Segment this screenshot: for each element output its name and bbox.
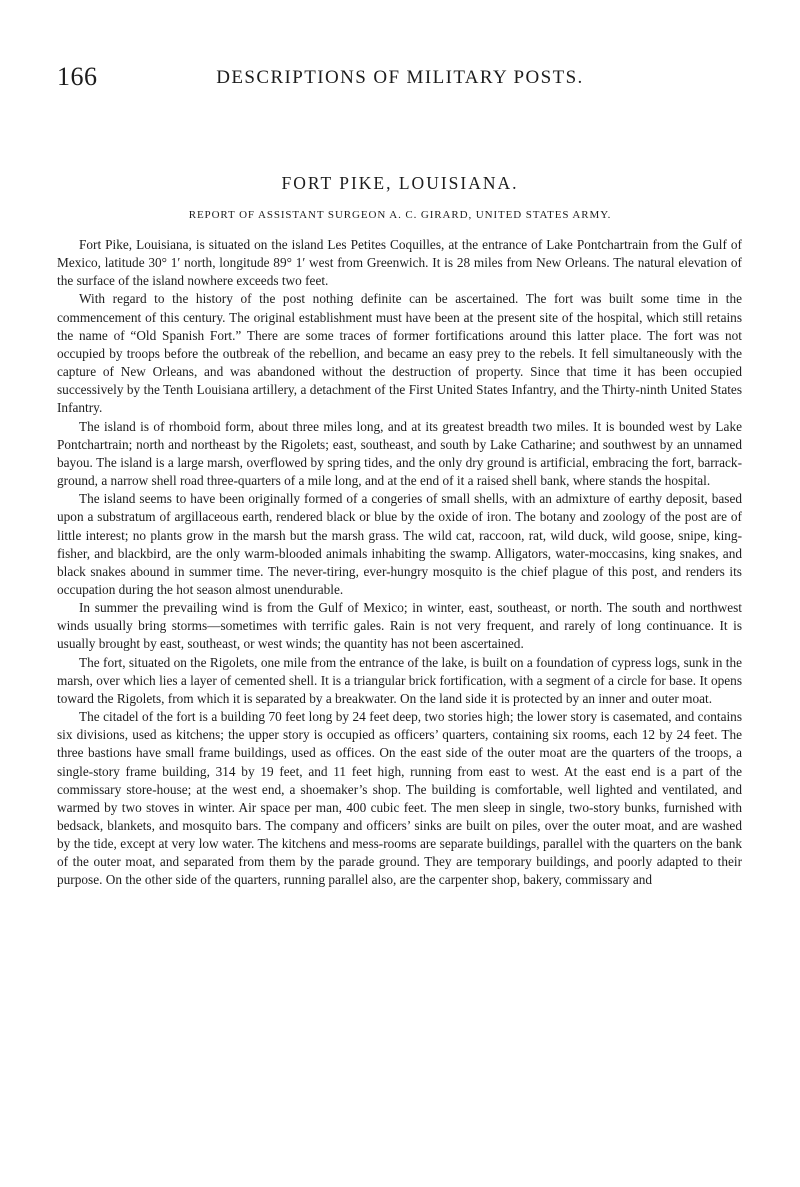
running-head [57,62,743,98]
paragraph-geology-fauna: The island seems to have been originally formed of a congeries of small shells, with an admixture of earthy deposit, based upon a substratum of argillaceous earth, rendered black or blue by the oxide of iron. The botany and zoology of the post are of little interest; no plants grow in the marsh but the marsh grass. The wild cat, raccoon, rat, wild duck, wild goose, snipe, king-fisher, and blackbird, are the only warm-blooded animals inhabiting the swamp. Alligators, water-moccasins, king snakes, and black snakes abound in summer time. The never-tiring, ever-hungry mosquito is the chief plague of this post, and renders its occupation during the hot season almost unendurable. [57,491,742,597]
page-number: 166 [57,62,98,91]
paragraph-location: Fort Pike, Louisiana, is situated on the island Les Petites Coquilles, at the entrance of Lake Pontchartrain from the Gulf of Mexico, latitude 30° 1′ north, longitude 89° 1′ west from Greenwich. It is 28 miles from New Orleans. The natural elevation of the surface of the island nowhere exceeds two feet. [57,237,742,289]
paragraph-history: With regard to the history of the post nothing definite can be ascertained. The fort was built some time in the commencement of this century. The original establishment must have been at the present site of the hospital, which still retains the name of “Old Spanish Fort.” There are some traces of former fortifications around this latter place. The fort was not occupied by troops before the outbreak of the rebellion, and became an easy prey to the rebels. It fell simultaneously with the capture of New Orleans, and was abandoned without the destruction of property. Since that time it has been occupied successively by the Tenth Louisiana artillery, a detachment of the First United States Infantry, and the Thirty-ninth United States Infantry. [57,291,742,416]
paragraph-island-form: The island is of rhomboid form, about three miles long, and at its greatest breadth two miles. It is bounded west by Lake Pontchartrain; north and northeast by the Rigolets; east, southeast, and south by Lake Catharine; and southwest by an unnamed bayou. The island is a large marsh, overflowed by spring tides, and the only dry ground is artificial, embracing the fort, barrack-ground, a narrow shell road three-quarters of a mile long, and at the end of it a raised shell bank, where stands the hospital. [57,418,742,489]
paragraph-climate: In summer the prevailing wind is from the Gulf of Mexico; in winter, east, southeast, or north. The south and northwest winds usually bring storms—sometimes with terrific gales. Rain is not very frequent, and rarely of long continuance. It is usually brought by east, southeast, or west winds; the quantity has not been ascertained. [57,600,742,652]
article-body [57,236,742,890]
running-title: DESCRIPTIONS OF MILITARY POSTS. [216,67,584,88]
report-byline: REPORT OF ASSISTANT SURGEON A. C. GIRARD, UNITED STATES ARMY. [188,209,612,221]
paragraph-citadel-quarters: The citadel of the fort is a building 70 feet long by 24 feet deep, two stories high; the lower story is casemated, and contains six divisions, used as kitchens; the upper story is occupied as officers’ quarters, containing six rooms, each 12 by 24 feet. The three bastions have small frame buildings, used as offices. On the east side of the outer moat are the quarters of the troops, a single-story frame building, 314 by 19 feet, and 11 feet high, running from east to west. At the east end is a part of the commissary store-house; at the west end, a shoemaker’s shop. The building is comfortable, well lighted and ventilated, and warmed by two stoves in winter. Air space per man, 400 cubic feet. The men sleep in single, two-story bunks, furnished with bedsack, blankets, and mosquito bars. The company and officers’ sinks are built on piles, over the outer moat, and are washed by the tide, except at very low water. The kitchens and mess-rooms are separate buildings, parallel with the quarters on the bank of the outer moat, and separated from them by the parade ground. They are temporary buildings, and poorly adapted to their purpose. On the other side of the quarters, running parallel also, are the carpenter shop, bakery, commissary and [57,709,742,888]
paragraph-fort-structure: The fort, situated on the Rigolets, one mile from the entrance of the lake, is built on a foundation of cypress logs, sunk in the marsh, over which lies a layer of cemented shell. It is a triangular brick fortification, with a segment of a circle for base. It opens toward the Rigolets, from which it is separated by a breakwater. On the land side it is protected by an inner and outer moat. [57,654,742,706]
article-title: FORT PIKE, LOUISIANA. [281,173,519,193]
